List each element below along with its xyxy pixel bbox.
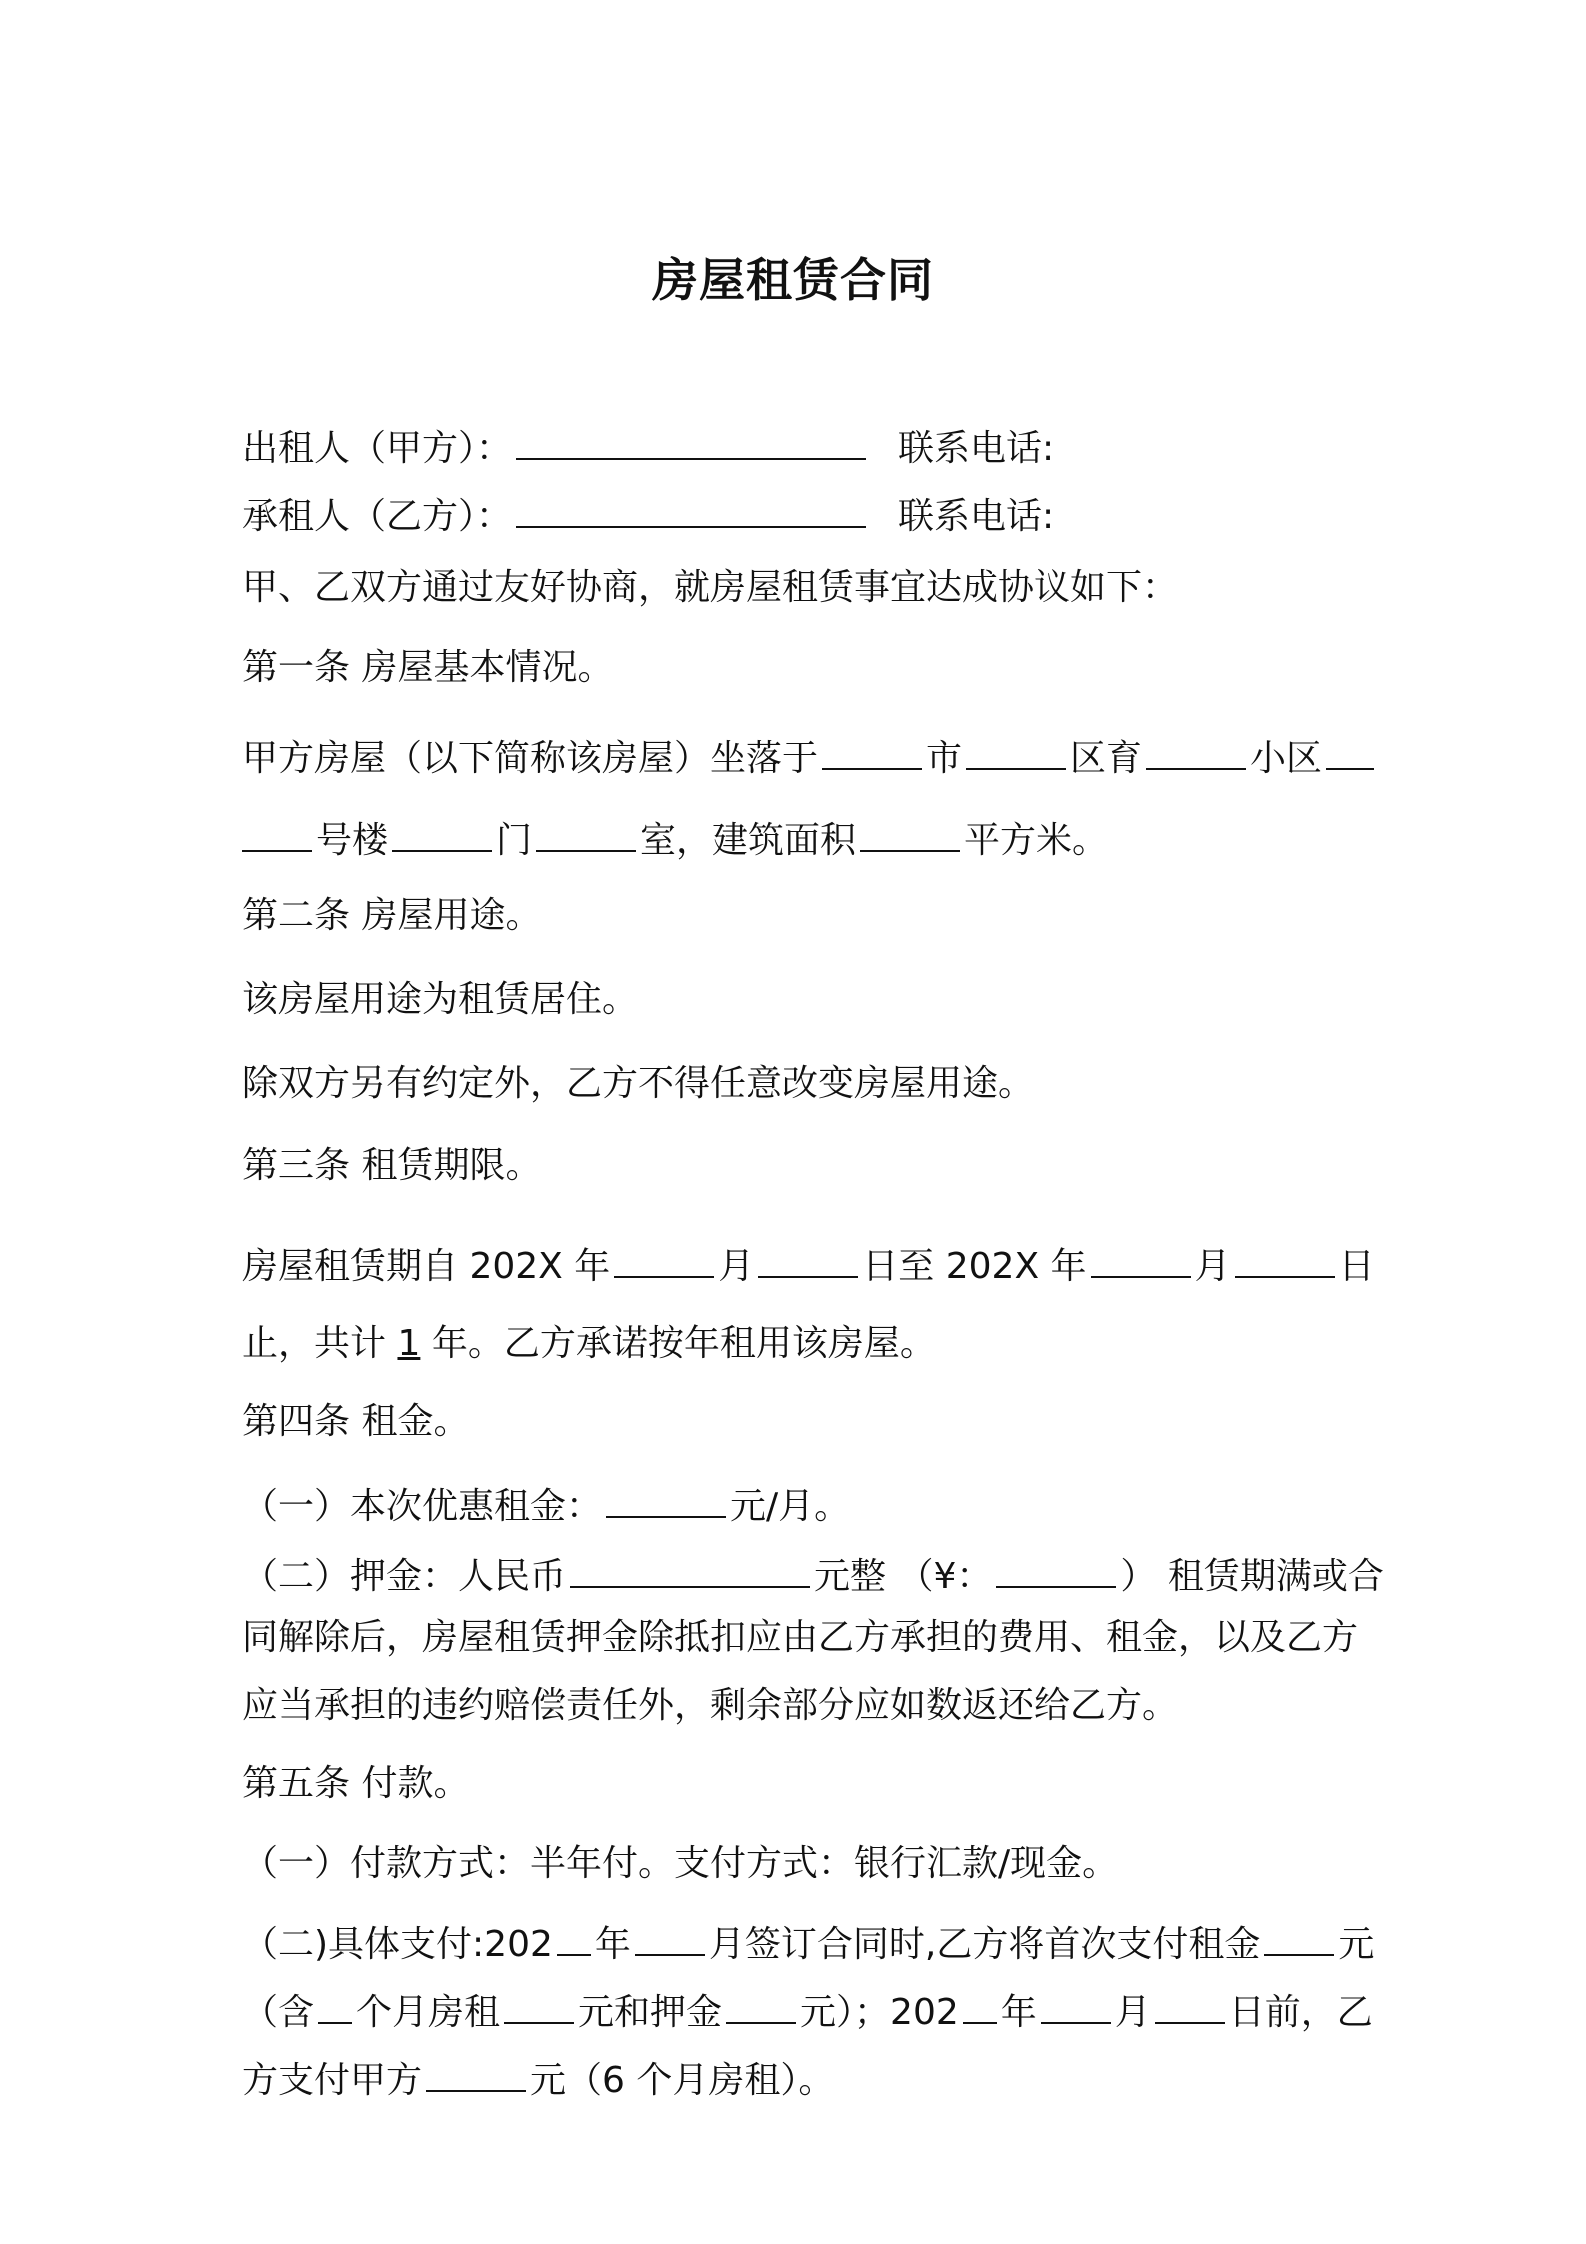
second-payment-blank [426,2050,526,2092]
article-1-title: 第一条 房屋基本情况。 [242,647,614,688]
sign-year-blank [557,1914,591,1956]
next-year-blank [963,1982,997,2024]
article-2-paragraph-1: 该房屋用途为租赁居住。 [242,979,639,1020]
community-blank [1146,728,1246,770]
deposit-yuan-blank [996,1546,1116,1588]
article-4-item-1: （一）本次优惠租金： 元/月。 [242,1476,850,1531]
first-payment-blank [1264,1914,1334,1956]
article-1-location-line1: 甲方房屋（以下简称该房屋）坐落于 市 区育 小区 [242,728,1378,783]
community-tail-blank [1326,728,1374,770]
start-month-blank [614,1236,714,1278]
article-4-title: 第四条 租金。 [242,1401,470,1442]
lessee-blank [516,486,866,528]
lessee-phone-label: 联系电话: [898,496,1055,537]
lessor-phone-label: 联系电话: [898,428,1055,469]
start-day-blank [758,1236,858,1278]
article-2-title: 第二条 房屋用途。 [242,895,542,936]
months-blank [318,1982,352,2024]
document-title: 房屋租赁合同 [652,253,934,307]
end-month-blank [1091,1236,1191,1278]
intro-paragraph: 甲、乙双方通过友好协商，就房屋租赁事宜达成协议如下： [242,567,1179,608]
end-day-blank [1235,1236,1335,1278]
lessee-label: 承租人（乙方）： [242,496,513,537]
article-4-item-2-line2: 同解除后，房屋租赁押金除抵扣应由乙方承担的费用、租金，以及乙方 [242,1617,1359,1658]
lessor-line [242,418,1054,473]
article-3-title: 第三条 租赁期限。 [242,1145,542,1186]
sign-month-blank [635,1914,705,1956]
rent-amount-blank [504,1982,574,2024]
article-4-item-2-line3: 应当承担的违约赔偿责任外，剩余部分应如数返还给乙方。 [242,1685,1179,1726]
gate-blank [392,810,492,852]
lessor-blank [516,418,866,460]
term-years: 1 [397,1323,421,1364]
article-3-term-line1: 房屋租赁期自 202X 年 月 日至 202X 年 月 日 [242,1236,1375,1291]
building-blank [242,810,312,852]
article-1-location-line2: 号楼 门 室，建筑面积 平方米。 [242,810,1108,865]
lessee-line [242,486,1054,541]
area-blank [860,810,960,852]
article-5-item-2-line2: （含 个月房租 元和押金 元）；202 年 月 日前，乙 [242,1982,1373,2037]
article-5-item-2-line3: 方支付甲方 元（6 个月房租）。 [242,2050,834,2105]
article-3-term-line2: 止，共计 1 年。乙方承诺按年租用该房屋。 [242,1323,936,1364]
room-blank [536,810,636,852]
district-blank [966,728,1066,770]
deposit-amount-blank [570,1546,810,1588]
lessor-label: 出租人（甲方）： [242,428,513,469]
next-day-blank [1155,1982,1225,2024]
monthly-rent-blank [606,1476,726,1518]
next-month-blank [1041,1982,1111,2024]
deposit-blank [726,1982,796,2024]
article-5-item-2-line1: （二)具体支付:202 年 月签订合同时,乙方将首次支付租金 元 [242,1914,1374,1969]
article-2-paragraph-2: 除双方另有约定外，乙方不得任意改变房屋用途。 [242,1063,1035,1104]
article-5-title: 第五条 付款。 [242,1763,470,1804]
article-4-item-2-line1: （二）押金：人民币 元整 （¥： ） 租赁期满或合 [242,1546,1384,1601]
article-5-item-1: （一）付款方式：半年付。支付方式：银行汇款/现金。 [242,1843,1119,1884]
city-blank [822,728,922,770]
